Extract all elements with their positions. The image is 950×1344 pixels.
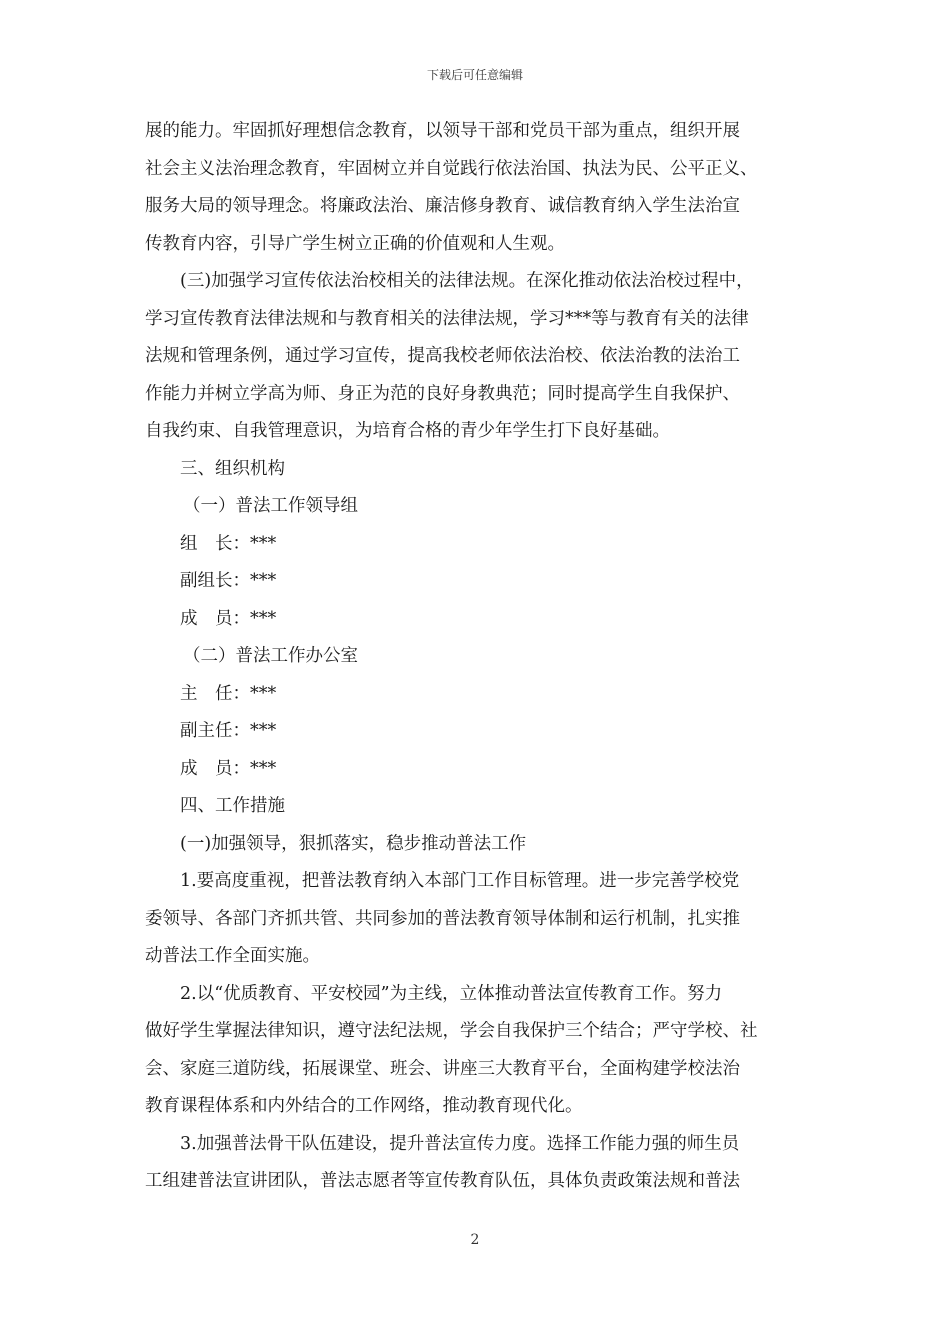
body-line: 工组建普法宣讲团队，普法志愿者等宣传教育队伍，具体负责政策法规和普法: [145, 1171, 740, 1191]
body-line: 教育课程体系和内外结合的工作网络，推动教育现代化。: [145, 1096, 583, 1116]
member-line: 主 任：***: [180, 683, 277, 704]
member-line: 副组长：***: [180, 571, 277, 591]
body-line: 法规和管理条例，通过学习宣传，提高我校老师依法治校、依法治教的法治工: [145, 346, 740, 366]
body-line: (三)加强学习宣传依法治校相关的法律法规。在深化推动依法治校过程中，: [180, 271, 754, 291]
body-line: 做好学生掌握法律知识，遵守法纪法规，学会自我保护三个结合；严守学校、社: [145, 1021, 758, 1041]
body-line: 2.以“优质教育、平安校园”为主线，立体推动普法宣传教育工作。努力: [180, 983, 723, 1004]
body-line: 社会主义法治理念教育，牢固树立并自觉践行依法治国、执法为民、公平正义、: [145, 158, 758, 179]
body-line: 自我约束、自我管理意识，为培育合格的青少年学生打下良好基础。: [145, 421, 670, 441]
member-line: 成 员：***: [180, 758, 277, 779]
subsection-heading: （二）普法工作办公室: [183, 646, 358, 666]
body-line: 会、家庭三道防线，拓展课堂、班会、讲座三大教育平台，全面构建学校法治: [145, 1058, 740, 1079]
section-heading: 三、组织机构: [180, 458, 285, 479]
body-line: 动普法工作全面实施。: [145, 946, 320, 966]
body-line: 3.加强普法骨干队伍建设，提升普法宣传力度。选择工作能力强的师生员: [180, 1133, 740, 1154]
body-line: 1.要高度重视，把普法教育纳入本部门工作目标管理。进一步完善学校党: [180, 871, 740, 891]
body-line: 传教育内容，引导广学生树立正确的价值观和人生观。: [145, 233, 565, 254]
page-number: 2: [470, 1232, 480, 1248]
subsection-heading: (一)加强领导，狠抓落实，稳步推动普法工作: [180, 833, 527, 854]
body-line: 服务大局的领导理念。将廉政法治、廉洁修身教育、诚信教育纳入学生法治宣: [145, 196, 740, 216]
body-line: 学习宣传教育法律法规和与教育相关的法律法规，学习***等与教育有关的法律: [145, 308, 749, 329]
page-header: 下载后可任意编辑: [426, 68, 523, 82]
document-body: [145, 113, 805, 1201]
body-line: 展的能力。牢固抓好理想信念教育，以领导干部和党员干部为重点，组织开展: [145, 121, 740, 141]
section-heading: 四、工作措施: [180, 796, 285, 816]
member-line: 副主任：***: [180, 721, 277, 741]
body-line: 作能力并树立学高为师、身正为范的良好身教典范；同时提高学生自我保护、: [145, 383, 740, 404]
subsection-heading: （一）普法工作领导组: [183, 496, 358, 516]
body-line: 委领导、各部门齐抓共管、共同参加的普法教育领导体制和运行机制，扎实推: [145, 908, 740, 929]
member-line: 组 长：***: [180, 533, 277, 554]
member-line: 成 员：***: [180, 608, 277, 629]
